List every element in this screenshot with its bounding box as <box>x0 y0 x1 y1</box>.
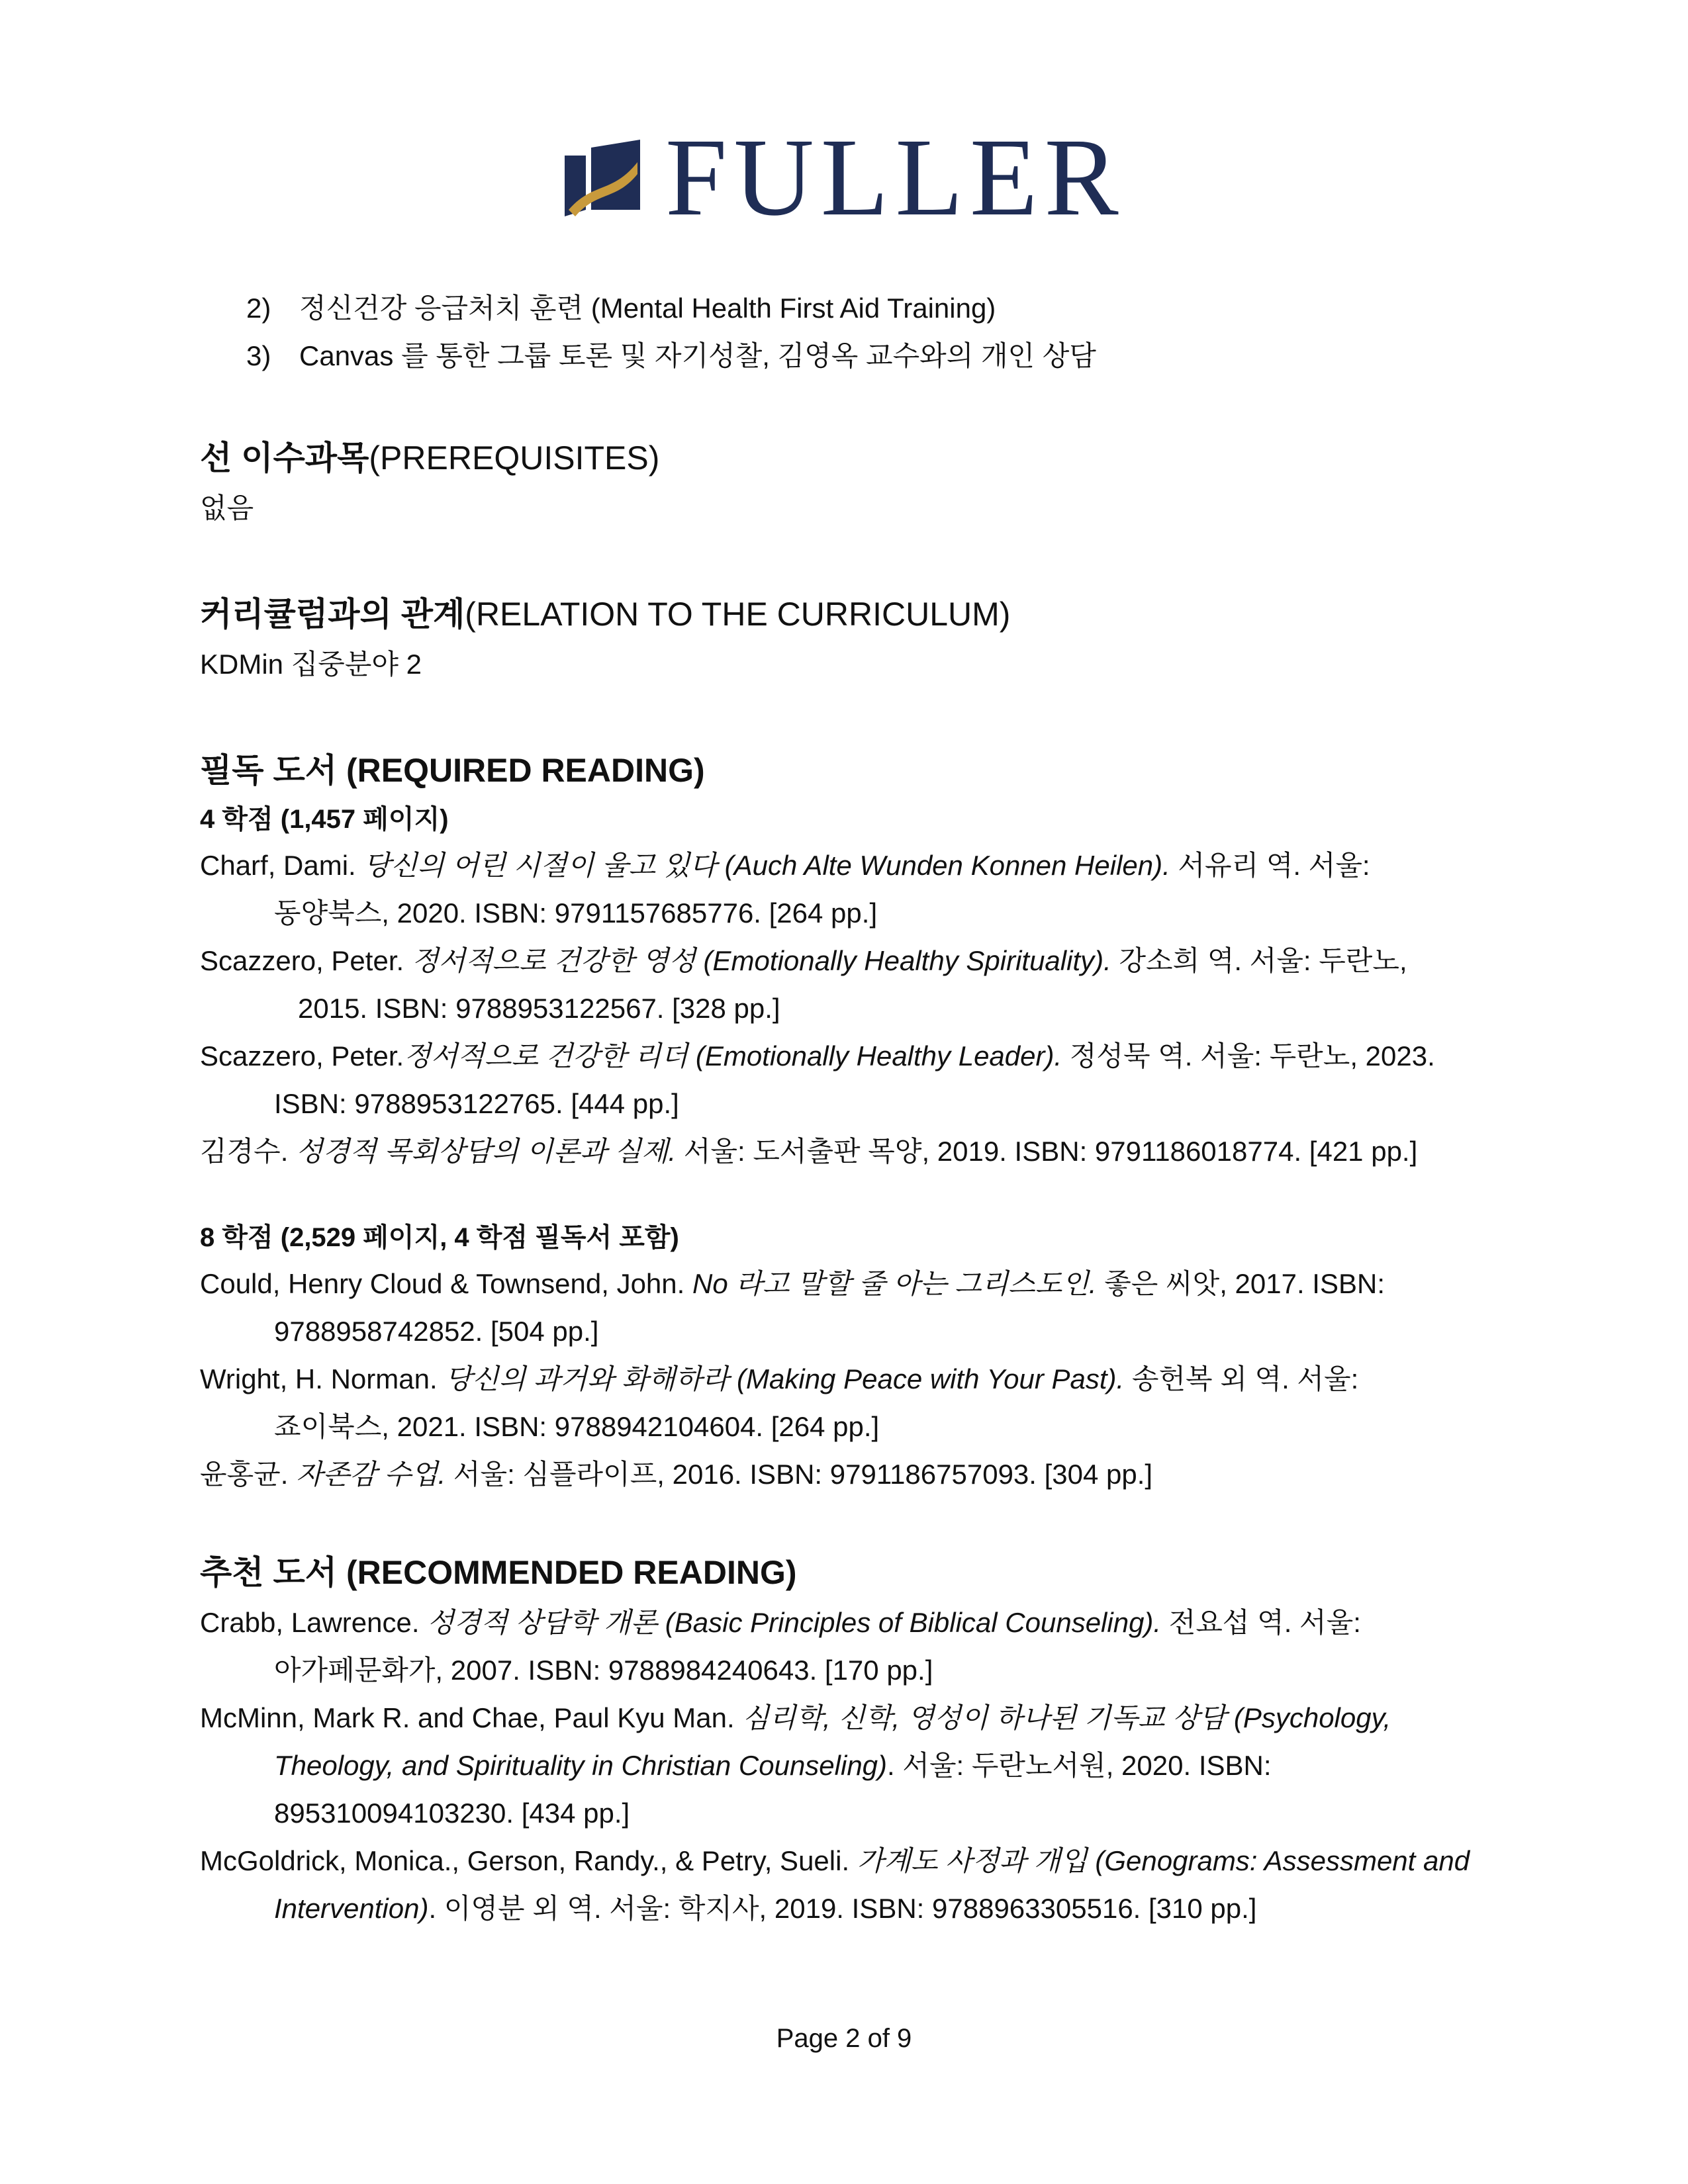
citation-title: 자존감 수업. <box>296 1459 446 1490</box>
logo-wordmark: FULLER <box>665 116 1125 239</box>
citation-publisher: 정성묵 역. 서울: 두란노, 2023. <box>1062 1040 1435 1071</box>
citation-author: Scazzero, Peter. <box>200 945 412 976</box>
prereq-heading-en: (PREREQUISITES) <box>369 439 660 477</box>
citation <box>200 937 1511 1032</box>
citation-title: 가계도 사정과 개입 (Genograms: Assessment and <box>857 1845 1470 1876</box>
citation-author: Could, Henry Cloud & Townsend, John. <box>200 1268 692 1299</box>
citation <box>200 1451 1511 1498</box>
citation-publisher: . 서울: 두란노서원, 2020. ISBN: <box>887 1750 1272 1781</box>
citation-publisher: 송헌복 외 역. 서울: <box>1124 1363 1359 1394</box>
citation <box>200 1355 1511 1451</box>
citation-details: ISBN: 9788953122765. [444 pp.] <box>274 1088 679 1119</box>
citation-title-cont: Theology, and Spirituality in Christian Counseling) <box>274 1750 888 1781</box>
syllabus-content <box>200 285 1511 1933</box>
list-number: 3) <box>246 340 271 371</box>
citation-title: 성경적 목회상담의 이론과 실제. <box>296 1136 677 1167</box>
page-number: Page 2 of 9 <box>776 2024 912 2053</box>
citation <box>200 842 1511 937</box>
relation-heading <box>200 588 1511 641</box>
citation-details: 죠이북스, 2021. ISBN: 9788942104604. [264 pp.] <box>274 1411 880 1442</box>
citation-publisher: 서유리 역. 서울: <box>1170 850 1370 881</box>
citation-title: 당신의 과거와 화해하라 (Making Peace with Your Past). <box>445 1363 1125 1394</box>
citation <box>200 1032 1511 1128</box>
credit-4-heading: 4 학점 (1,457 페이지) <box>200 805 449 834</box>
relation-heading-ko: 커리큘럼과의 관계 <box>200 596 465 633</box>
prereq-body: 없음 <box>200 492 254 523</box>
citation-title: No 라고 말할 줄 아는 그리스도인. <box>692 1268 1097 1299</box>
prereq-heading-ko: 선 이수과목 <box>200 439 369 477</box>
list-text: Canvas 를 통한 그룹 토론 및 자기성찰, 김영옥 교수와의 개인 상담 <box>299 340 1096 371</box>
relation-body: KDMin 집중분야 2 <box>200 649 422 680</box>
citation-publisher: 전요섭 역. 서울: <box>1161 1607 1361 1638</box>
citation-author: McGoldrick, Monica., Gerson, Randy., & Petry, Sueli. <box>200 1845 857 1876</box>
citation-title: 심리학, 신학, 영성이 하나된 기독교 상담 (Psychology, <box>742 1702 1391 1733</box>
citation-details: 9788958742852. [504 pp.] <box>274 1316 599 1347</box>
citation-publisher: 서울: 도서출판 목양, 2019. ISBN: 9791186018774. [421 pp.] <box>676 1136 1418 1167</box>
citation-author: 윤홍균. <box>200 1459 297 1490</box>
prereq-heading <box>200 432 1511 484</box>
citation-details: 아가페문화가, 2007. ISBN: 9788984240643. [170 pp.] <box>274 1655 933 1686</box>
citation-details: . 이영분 외 역. 서울: 학지사, 2019. ISBN: 9788963305516. [310 pp.] <box>428 1893 1257 1924</box>
fuller-book-icon <box>559 136 645 222</box>
citation-author: 김경수. <box>200 1136 297 1167</box>
citation <box>200 1128 1511 1175</box>
relation-heading-en: (RELATION TO THE CURRICULUM) <box>465 596 1011 633</box>
fuller-logo <box>559 116 1129 239</box>
citation-title-cont: Intervention) <box>274 1893 429 1924</box>
list-item <box>200 285 1511 332</box>
citation-publisher: 좋은 씨앗, 2017. ISBN: <box>1096 1268 1385 1299</box>
required-heading: 필독 도서 (REQUIRED READING) <box>200 752 705 789</box>
citation-author: Charf, Dami. <box>200 850 364 881</box>
citation-publisher: 강소희 역. 서울: 두란노, <box>1111 945 1407 976</box>
list-text: 정신건강 응급처치 훈련 (Mental Health First Aid Training) <box>299 293 996 324</box>
citation-author: McMinn, Mark R. and Chae, Paul Kyu Man. <box>200 1702 743 1733</box>
list-item <box>200 332 1511 380</box>
citation-title: 정서적으로 건강한 리더 (Emotionally Healthy Leader). <box>404 1040 1062 1071</box>
citation <box>200 1599 1511 1694</box>
citation-title: 당신의 어린 시절이 울고 있다 (Auch Alte Wunden Konnen Heilen). <box>363 850 1170 881</box>
list-number: 2) <box>246 293 271 324</box>
citation <box>200 1837 1511 1933</box>
citation-author: Crabb, Lawrence. <box>200 1607 428 1638</box>
citation-author: Wright, H. Norman. <box>200 1363 445 1394</box>
citation-details: 895310094103230. [434 pp.] <box>274 1797 630 1829</box>
recommended-heading: 추천 도서 (RECOMMENDED READING) <box>200 1554 797 1591</box>
citation-author: Scazzero, Peter. <box>200 1040 404 1071</box>
citation-publisher: 서울: 심플라이프, 2016. ISBN: 9791186757093. [304 pp.] <box>445 1459 1153 1490</box>
citation-title: 성경적 상담학 개론 (Basic Principles of Biblical Counseling). <box>427 1607 1162 1638</box>
citation <box>200 1694 1511 1837</box>
credit-8-heading: 8 학점 (2,529 페이지, 4 학점 필독서 포함) <box>200 1223 679 1252</box>
citation <box>200 1260 1511 1355</box>
citation-details: 동양북스, 2020. ISBN: 9791157685776. [264 pp.] <box>274 897 878 929</box>
citation-details: 2015. ISBN: 9788953122567. [328 pp.] <box>298 993 780 1024</box>
citation-title: 정서적으로 건강한 영성 (Emotionally Healthy Spirituality). <box>411 945 1111 976</box>
